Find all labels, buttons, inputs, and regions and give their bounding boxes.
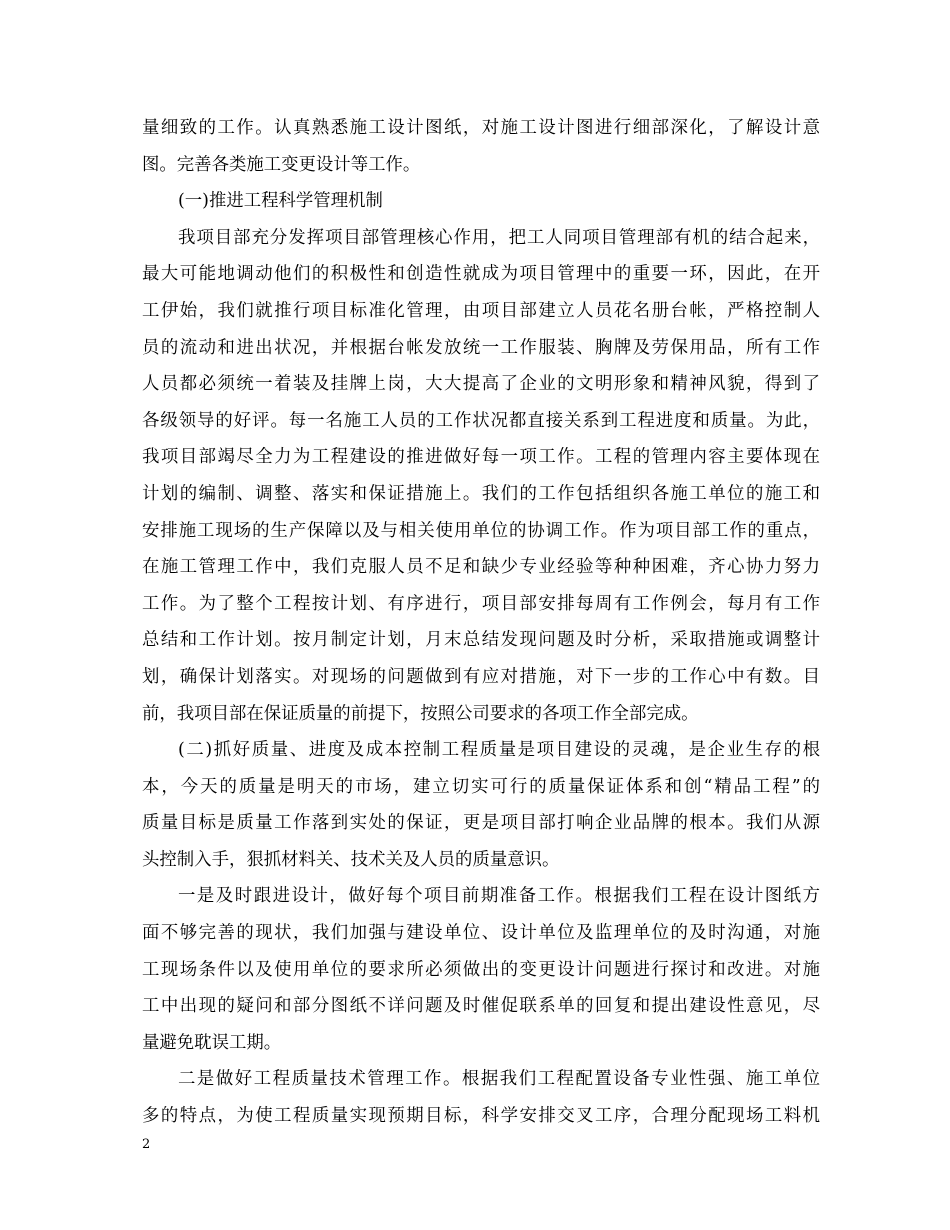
text-line: 量细致的工作。认真熟悉施工设计图纸，对施工设计图进行细部深化，了解设计意 bbox=[142, 118, 820, 138]
text-line: 前，我项目部在保证质量的前提下，按照公司要求的各项工作全部完成。 bbox=[142, 703, 699, 724]
text-line: 面不够完善的现状，我们加强与建设单位、设计单位及监理单位的及时沟通，对施 bbox=[142, 923, 820, 944]
text-line: 各级领导的好评。每一名施工人员的工作状况都直接关系到工程进度和质量。为此， bbox=[142, 410, 820, 431]
text-line: 工中出现的疑问和部分图纸不详问题及时催促联系单的回复和提出建设性意见，尽 bbox=[142, 996, 820, 1017]
text-line: 在施工管理工作中，我们克服人员不足和缺少专业经验等种种困难，齐心协力努力 bbox=[142, 557, 820, 578]
text-line: 工现场条件以及使用单位的要求所必须做出的变更设计问题进行探讨和改进。对施 bbox=[142, 959, 820, 980]
text-line: 工作。为了整个工程按计划、有序进行，项目部安排每周有工作例会，每月有工作 bbox=[142, 593, 820, 614]
text-line: (二)抓好质量、进度及成本控制工程质量是项目建设的灵魂，是企业生存的根 bbox=[178, 740, 820, 761]
text-line: 一是及时跟进设计，做好每个项目前期准备工作。根据我们工程在设计图纸方 bbox=[178, 886, 820, 907]
text-line: 头控制入手，狠抓材料关、技术关及人员的质量意识。 bbox=[142, 849, 560, 870]
text-line: 工伊始，我们就推行项目标准化管理，由项目部建立人员花名册台帐，严格控制人 bbox=[142, 300, 820, 321]
text-line: 员的流动和进出状况，并根据台帐发放统一工作服装、胸牌及劳保用品，所有工作 bbox=[142, 337, 820, 358]
text-line: (一)推进工程科学管理机制 bbox=[178, 191, 383, 212]
text-line: 二是做好工程质量技术管理工作。根据我们工程配置设备专业性强、施工单位 bbox=[178, 1069, 820, 1090]
text-line: 我项目部充分发挥项目部管理核心作用，把工人同项目管理部有机的结合起来， bbox=[178, 227, 820, 248]
text-line: 质量目标是质量工作落到实处的保证，更是项目部打响企业品牌的根本。我们从源 bbox=[142, 813, 820, 834]
text-line: 计划的编制、调整、落实和保证措施上。我们的工作包括组织各施工单位的施工和 bbox=[142, 483, 820, 504]
page-number: 2 bbox=[142, 1137, 151, 1152]
text-line: 我项目部竭尽全力为工程建设的推进做好每一项工作。工程的管理内容主要体现在 bbox=[142, 447, 820, 468]
text-line: 本，今天的质量是明天的市场，建立切实可行的质量保证体系和创“精品工程”的 bbox=[142, 776, 820, 797]
text-line: 安排施工现场的生产保障以及与相关使用单位的协调工作。作为项目部工作的重点， bbox=[142, 520, 820, 541]
text-line: 最大可能地调动他们的积极性和创造性就成为项目管理中的重要一环，因此，在开 bbox=[142, 264, 820, 285]
text-line: 图。完善各类施工变更设计等工作。 bbox=[142, 154, 421, 175]
text-line: 量避免耽误工期。 bbox=[142, 1032, 282, 1053]
text-line: 划，确保计划落实。对现场的问题做到有应对措施，对下一步的工作心中有数。目 bbox=[142, 666, 820, 687]
document-body bbox=[142, 110, 820, 1135]
text-line: 人员都必须统一着装及挂牌上岗，大大提高了企业的文明形象和精神风貌，得到了 bbox=[142, 374, 820, 395]
text-line: 多的特点，为使工程质量实现预期目标，科学安排交叉工序，合理分配现场工料机 bbox=[142, 1106, 820, 1127]
text-line: 总结和工作计划。按月制定计划，月末总结发现问题及时分析，采取措施或调整计 bbox=[142, 630, 820, 651]
